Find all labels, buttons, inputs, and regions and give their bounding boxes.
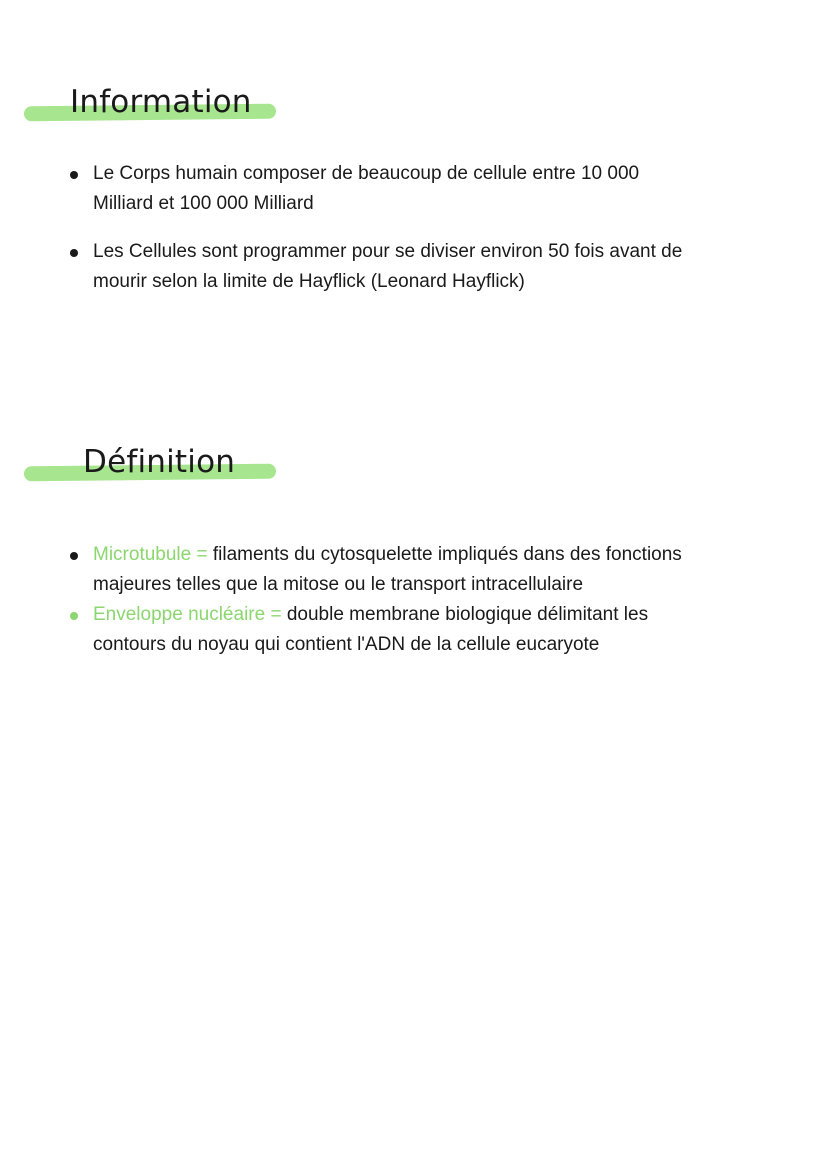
definition-item-enveloppe (70, 600, 690, 660)
definition-item-microtubule (70, 540, 690, 600)
list-item-text: Le Corps humain composer de beaucoup de cellule entre 10 000 Milliard et 100 000 Milliard (93, 163, 640, 214)
bullet-icon (70, 612, 78, 620)
list-item (70, 159, 690, 219)
definition-list (70, 540, 690, 660)
definition-text: filaments du cytosquelette impliqués dans des fonctions majeures telles que la mitose ou le transport intracellulaire (93, 544, 682, 595)
definition-term: Enveloppe nucléaire = (93, 604, 282, 625)
information-heading (22, 80, 276, 124)
bullet-icon (70, 171, 78, 179)
list-item-text: Les Cellules sont programmer pour se diviser environ 50 fois avant de mourir selon la limite de Hayflick (Leonard Hayflick) (93, 241, 683, 292)
definition-heading (22, 440, 276, 484)
definition-title: Définition (83, 444, 236, 480)
definition-term: Microtubule = (93, 544, 208, 565)
information-title: Information (70, 84, 252, 120)
information-list (70, 159, 690, 297)
definition-text: double membrane biologique délimitant les contours du noyau qui contient l'ADN de la cellule eucaryote (93, 604, 649, 655)
list-item (70, 237, 690, 297)
bullet-icon (70, 552, 78, 560)
bullet-icon (70, 249, 78, 257)
